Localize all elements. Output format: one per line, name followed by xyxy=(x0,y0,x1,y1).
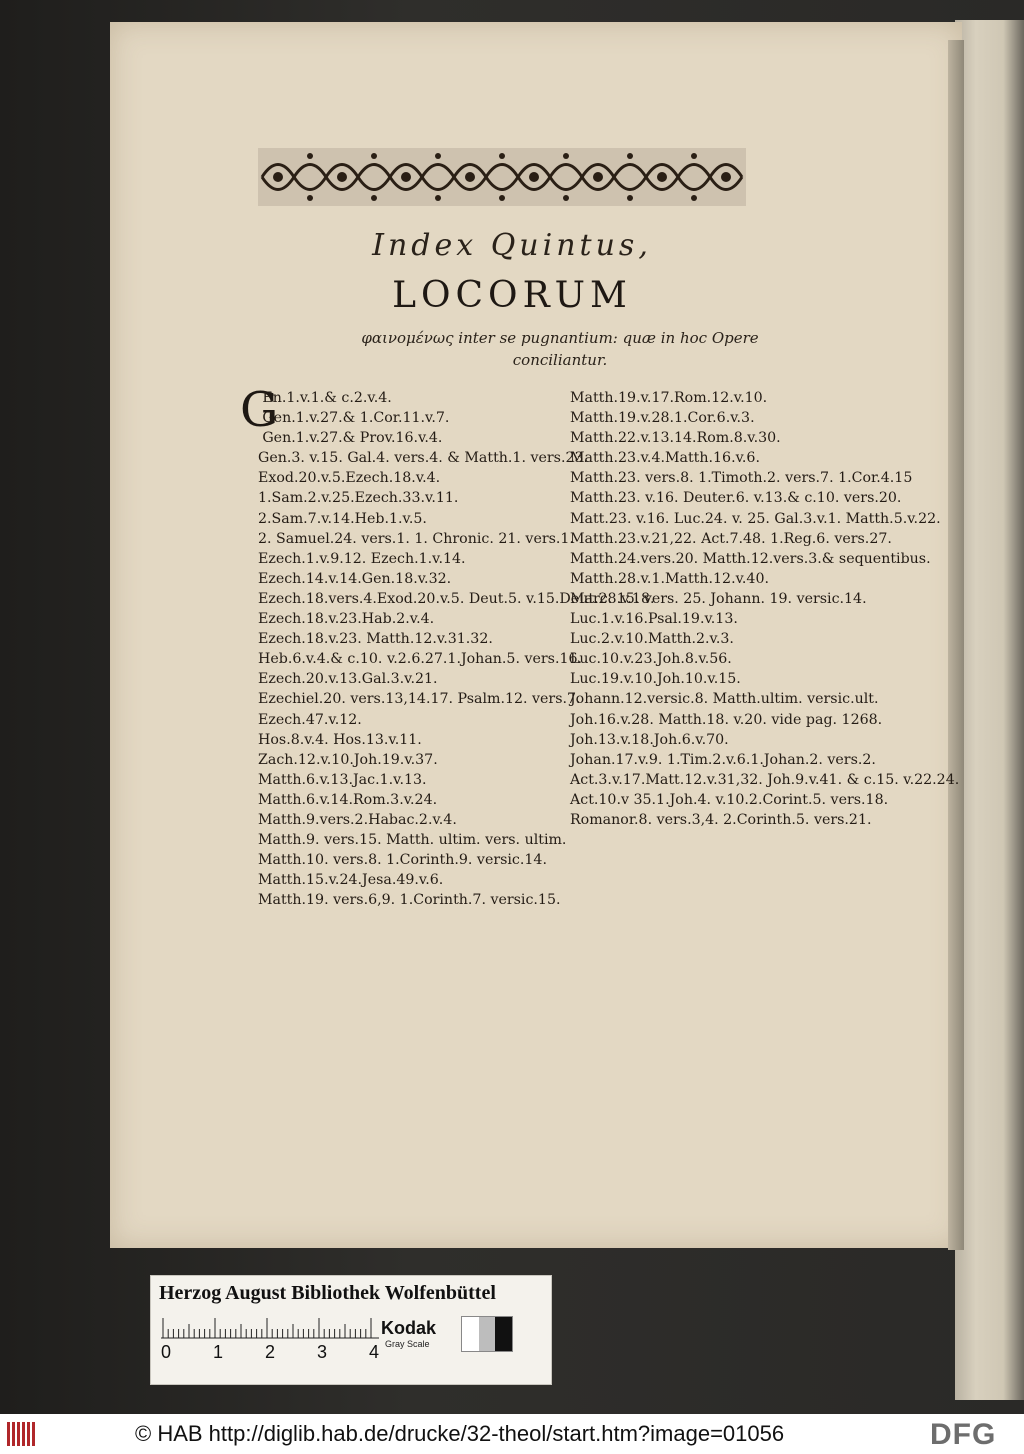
kodak-logo: Kodak xyxy=(381,1318,437,1338)
index-entry xyxy=(258,870,558,890)
index-entry xyxy=(570,428,870,448)
index-entry-text: Matt.23. v.16. Luc.24. v. 25. Gal.3.v.1. Matth.5.v.22. xyxy=(570,510,941,527)
index-entry xyxy=(570,549,931,569)
index-entry xyxy=(258,790,558,810)
index-entry xyxy=(570,810,870,830)
index-entry xyxy=(570,408,870,428)
card-title: Herzog August Bibliothek Wolfenbüttel xyxy=(159,1282,496,1304)
index-entry-text: 2. Samuel.24. vers.1. 1. Chronic. 21. vers.1. xyxy=(258,530,574,547)
right-column xyxy=(570,388,960,830)
index-entry-text: Matth.9. vers.15. Matth. ultim. vers. ultim. xyxy=(258,832,567,849)
index-entry xyxy=(570,609,870,629)
drop-cap: G xyxy=(240,382,279,438)
index-entry-text: Matth.23. v.16. Deuter.6. v.13.& c.10. vers.20. xyxy=(570,490,902,507)
index-entry xyxy=(570,388,870,408)
index-heading: Index Quintus, xyxy=(372,228,652,263)
index-entry xyxy=(258,810,558,830)
index-entry xyxy=(258,589,655,609)
index-entry-text: Luc.1.v.16.Psal.19.v.13. xyxy=(570,611,738,628)
index-entry-text: 2.Sam.7.v.14.Heb.1.v.5. xyxy=(258,510,427,527)
index-entry xyxy=(258,689,581,709)
index-entry-text: Matth.9.vers.2.Habac.2.v.4. xyxy=(258,811,457,828)
index-entry xyxy=(258,428,558,448)
index-entry xyxy=(258,750,558,770)
index-entry xyxy=(258,488,558,508)
dfg-logo: DFG xyxy=(930,1418,997,1451)
ruler-number: 4 xyxy=(369,1342,380,1362)
index-entry xyxy=(570,689,879,709)
index-entry-text: Marc. 15. vers. 25. Johann. 19. versic.14. xyxy=(570,590,867,607)
index-entry xyxy=(258,448,589,468)
footer-bar xyxy=(0,1414,1024,1454)
index-entry xyxy=(258,408,558,428)
index-entry xyxy=(258,529,574,549)
index-entry xyxy=(258,710,558,730)
index-entry xyxy=(258,890,561,910)
index-entry xyxy=(258,730,558,750)
index-entry xyxy=(570,509,941,529)
index-entry-text: Romanor.8. vers.3,4. 2.Corinth.5. vers.21. xyxy=(570,811,872,828)
index-entry-text: Exod.20.v.5.Ezech.18.v.4. xyxy=(258,470,441,487)
index-subtitle xyxy=(360,327,760,371)
index-entry-text: Heb.6.v.4.& c.10. v.2.6.27.1.Johan.5. vers.16. xyxy=(258,651,583,668)
index-entry xyxy=(570,468,913,488)
ruler-number: 1 xyxy=(213,1342,224,1362)
gray-scale-label: Gray Scale xyxy=(385,1339,430,1349)
index-entry-text: Johann.12.versic.8. Matth.ultim. versic.ult. xyxy=(570,691,879,708)
index-entry xyxy=(570,488,902,508)
index-entry-text: Ezech.20.v.13.Gal.3.v.21. xyxy=(258,671,438,688)
index-entry xyxy=(258,509,558,529)
index-entry-text: Matth.23. vers.8. 1.Timoth.2. vers.7. 1.Cor.4.15 xyxy=(570,470,913,487)
index-entry-text: Matth.23.v.21,22. Act.7.48. 1.Reg.6. vers.27. xyxy=(570,530,892,547)
index-entry-text: Zach.12.v.10.Joh.19.v.37. xyxy=(258,751,438,768)
index-entry-text: Gen.3. v.15. Gal.4. vers.4. & Matth.1. vers.23. xyxy=(258,450,589,467)
gray-patch xyxy=(461,1316,513,1352)
index-entry xyxy=(570,710,883,730)
index-entry xyxy=(570,669,870,689)
index-entry-text: Gen.1.v.27.& Prov.16.v.4. xyxy=(262,430,443,447)
index-entry-text: Matth.19.v.17.Rom.12.v.10. xyxy=(570,390,768,406)
index-entry-text: En.1.v.1.& c.2.v.4. xyxy=(262,390,392,406)
ruler-numbers xyxy=(157,1342,387,1366)
index-entry xyxy=(258,649,583,669)
index-entry-text: Matth.6.v.14.Rom.3.v.24. xyxy=(258,791,438,808)
index-entry-text: Ezech.47.v.12. xyxy=(258,711,362,728)
index-entry-text: Matth.19.v.28.1.Cor.6.v.3. xyxy=(570,410,755,427)
ruler-number: 0 xyxy=(161,1342,172,1362)
index-entry-text: Matth.28.v.1.Matth.12.v.40. xyxy=(570,570,769,587)
index-entry-text: Johan.17.v.9. 1.Tim.2.v.6.1.Johan.2. vers.2. xyxy=(570,751,876,768)
index-entry-text: Luc.10.v.23.Joh.8.v.56. xyxy=(570,651,732,668)
index-entry-text: 1.Sam.2.v.25.Ezech.33.v.11. xyxy=(258,490,459,507)
index-entry-text: Matth.6.v.13.Jac.1.v.13. xyxy=(258,771,427,788)
index-entry-text: Ezech.18.v.23. Matth.12.v.31.32. xyxy=(258,631,493,648)
index-entry-text: Ezechiel.20. vers.13,14.17. Psalm.12. vers.7. xyxy=(258,691,581,708)
index-entry xyxy=(258,629,558,649)
index-entry-text: Matth.22.v.13.14.Rom.8.v.30. xyxy=(570,430,781,447)
index-entry-text: Matth.23.v.4.Matth.16.v.6. xyxy=(570,450,760,467)
adjacent-page-edge xyxy=(955,20,1024,1400)
index-entry xyxy=(258,830,567,850)
index-entry xyxy=(258,468,558,488)
index-entry-text: Luc.19.v.10.Joh.10.v.15. xyxy=(570,671,741,688)
index-entry xyxy=(570,770,960,790)
ruler-number: 3 xyxy=(317,1342,328,1362)
index-entry xyxy=(570,730,870,750)
index-entry xyxy=(258,609,558,629)
index-entry xyxy=(570,629,870,649)
index-entry-text: Ezech.14.v.14.Gen.18.v.32. xyxy=(258,570,452,587)
index-entry-text: Ezech.1.v.9.12. Ezech.1.v.14. xyxy=(258,550,466,567)
index-entry xyxy=(570,750,876,770)
ruler-number: 2 xyxy=(265,1342,276,1362)
index-entry-text: Joh.16.v.28. Matth.18. v.20. vide pag. 1268. xyxy=(570,711,883,728)
index-entry xyxy=(570,448,870,468)
index-entry-text: Ezech.18.v.23.Hab.2.v.4. xyxy=(258,611,435,628)
index-title: LOCORUM xyxy=(392,275,632,316)
copyright-url[interactable]: © HAB http://diglib.hab.de/drucke/32-theol/start.htm?image=01056 xyxy=(135,1421,785,1446)
index-entry xyxy=(570,649,870,669)
page-gutter xyxy=(948,40,964,1250)
index-entry-text: Luc.2.v.10.Matth.2.v.3. xyxy=(570,631,734,648)
index-entry-text: Matth.19. vers.6,9. 1.Corinth.7. versic.15. xyxy=(258,892,561,909)
index-entry xyxy=(258,549,558,569)
ornamental-headband xyxy=(258,148,746,206)
index-entry-text: Act.3.v.17.Matt.12.v.31,32. Joh.9.v.41. & c.15. v.22.24. xyxy=(570,771,960,788)
index-entry xyxy=(570,569,870,589)
index-entry-text: Ezech.18.vers.4.Exod.20.v.5. Deut.5. v.15.Deut.28.v.18. xyxy=(258,590,655,607)
index-entry xyxy=(258,569,558,589)
index-entry-text: Matth.24.vers.20. Matth.12.vers.3.& sequentibus. xyxy=(570,550,931,567)
index-entry xyxy=(258,770,558,790)
index-entry xyxy=(570,790,889,810)
index-entry-text: Hos.8.v.4. Hos.13.v.11. xyxy=(258,731,422,748)
ruler-scale xyxy=(159,1316,381,1340)
index-entry xyxy=(258,669,558,689)
library-color-card xyxy=(150,1275,552,1385)
index-entry-text: Act.10.v 35.1.Joh.4. v.10.2.Corint.5. vers.18. xyxy=(570,791,889,808)
index-entry xyxy=(570,589,870,609)
index-entry xyxy=(258,850,558,870)
hab-logo-icon xyxy=(6,1420,40,1448)
index-entry-text: Joh.13.v.18.Joh.6.v.70. xyxy=(570,731,729,748)
index-entry-text: Matth.15.v.24.Jesa.49.v.6. xyxy=(258,872,444,889)
subtitle-line-1: φαινομένως inter se pugnantium: quæ in hoc Opere xyxy=(361,329,759,347)
subtitle-line-2: conciliantur. xyxy=(512,351,608,369)
index-entry-text: Gen.1.v.27.& 1.Cor.11.v.7. xyxy=(262,410,450,427)
index-entry-text: Matth.10. vers.8. 1.Corinth.9. versic.14. xyxy=(258,852,547,869)
index-entry xyxy=(570,529,892,549)
